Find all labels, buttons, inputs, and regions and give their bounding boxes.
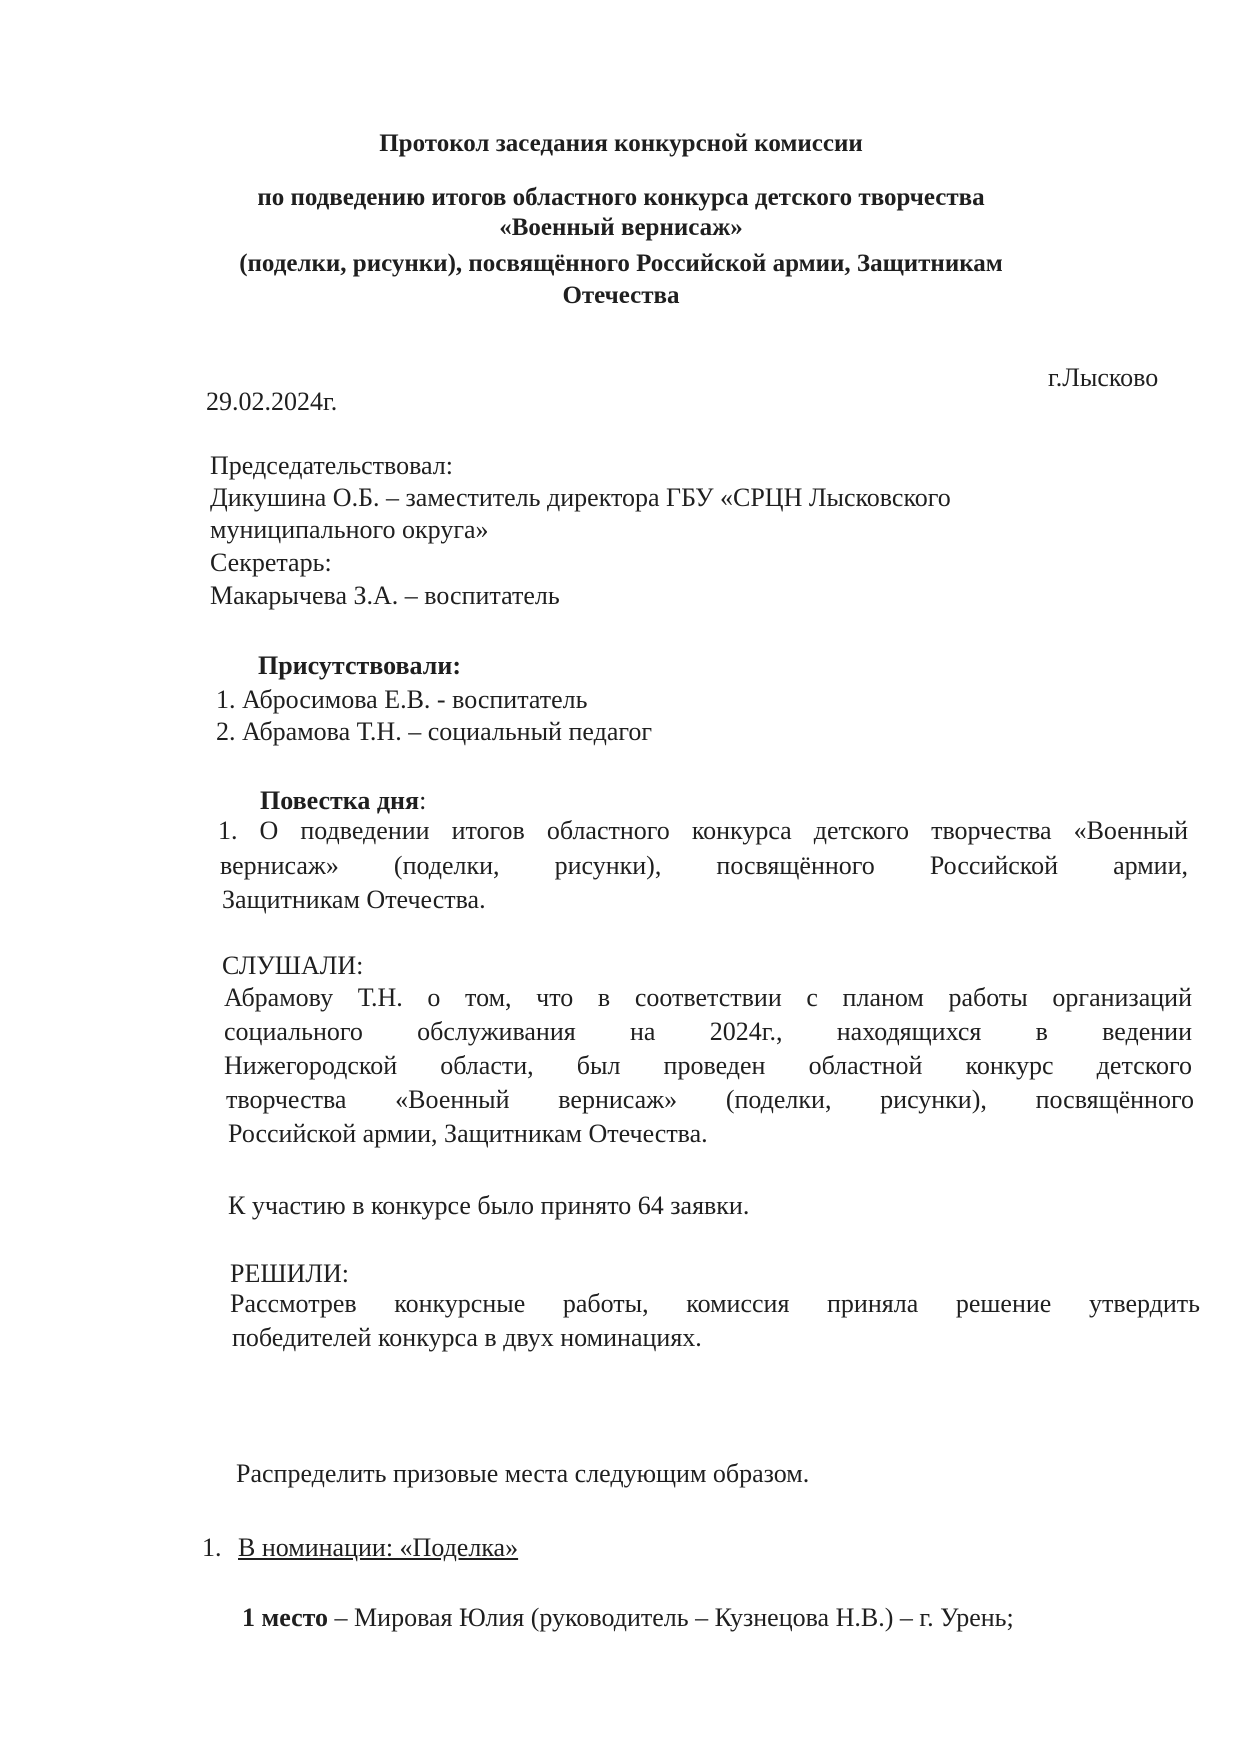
agenda-line-2: вернисаж» (поделки, рисунки), посвящённого Российской армии, [220,851,1188,880]
heard-line-2: социального обслуживания на 2024г., находящихся в ведении [224,1017,1192,1046]
place-1-text: – Мировая Юлия (руководитель – Кузнецова Н.В.) – г. Урень; [328,1603,1014,1632]
secretary-label: Секретарь: [210,548,332,577]
decided-line-1: Рассмотрев конкурсные работы, комиссия приняла решение утвердить [230,1289,1200,1318]
decided-heading: РЕШИЛИ: [230,1259,349,1288]
chair-label: Председательствовал: [210,451,453,480]
agenda-line-1: 1. О подведении итогов областного конкурса детского творчества «Военный [218,816,1188,845]
agenda-heading-colon: : [419,786,427,815]
title-line-4: (поделки, рисунки), посвящённого Российской армии, Защитникам [239,250,1003,277]
nomination-1-number: 1. [202,1533,222,1562]
attendee-2: 2. Абрамова Т.Н. – социальный педагог [216,717,653,746]
chair-line-1: Дикушина О.Б. – заместитель директора ГБУ «СРЦН Лысковского [210,483,951,512]
chair-line-2: муниципального округа» [210,515,489,544]
agenda-heading [260,785,426,817]
title-line-2: по подведению итогов областного конкурса детского творчества [257,184,985,211]
city: г.Лысково [1048,363,1159,392]
distribution-text: Распределить призовые места следующим образом. [236,1459,810,1488]
agenda-line-3: Защитникам Отечества. [222,885,486,914]
attendees-heading: Присутствовали: [258,651,461,680]
heard-line-5: Российской армии, Защитникам Отечества. [228,1119,708,1148]
decided-line-2: победителей конкурса в двух номинациях. [232,1323,702,1352]
nomination-1-title: В номинации: «Поделка» [238,1533,519,1562]
applications-count: К участию в конкурсе было принято 64 заявки. [228,1191,750,1220]
place-1-label: 1 место [242,1603,329,1632]
title-line-5: Отечества [562,282,680,309]
secretary-name: Макарычева З.А. – воспитатель [210,581,560,610]
heard-line-3: Нижегородской области, был проведен областной конкурс детского [224,1051,1192,1080]
date: 29.02.2024г. [206,387,338,416]
attendee-1: 1. Абросимова Е.В. - воспитатель [216,685,588,714]
place-1-entry [242,1602,1014,1634]
agenda-heading-text: Повестка дня [260,786,420,815]
title-line-1: Протокол заседания конкурсной комиссии [379,130,863,157]
heard-line-4: творчества «Военный вернисаж» (поделки, рисунки), посвящённого [226,1085,1194,1114]
title-line-3: «Военный вернисаж» [499,214,743,241]
heard-heading: СЛУШАЛИ: [222,951,364,980]
heard-line-1: Абрамову Т.Н. о том, что в соответствии с планом работы организаций [224,983,1192,1012]
